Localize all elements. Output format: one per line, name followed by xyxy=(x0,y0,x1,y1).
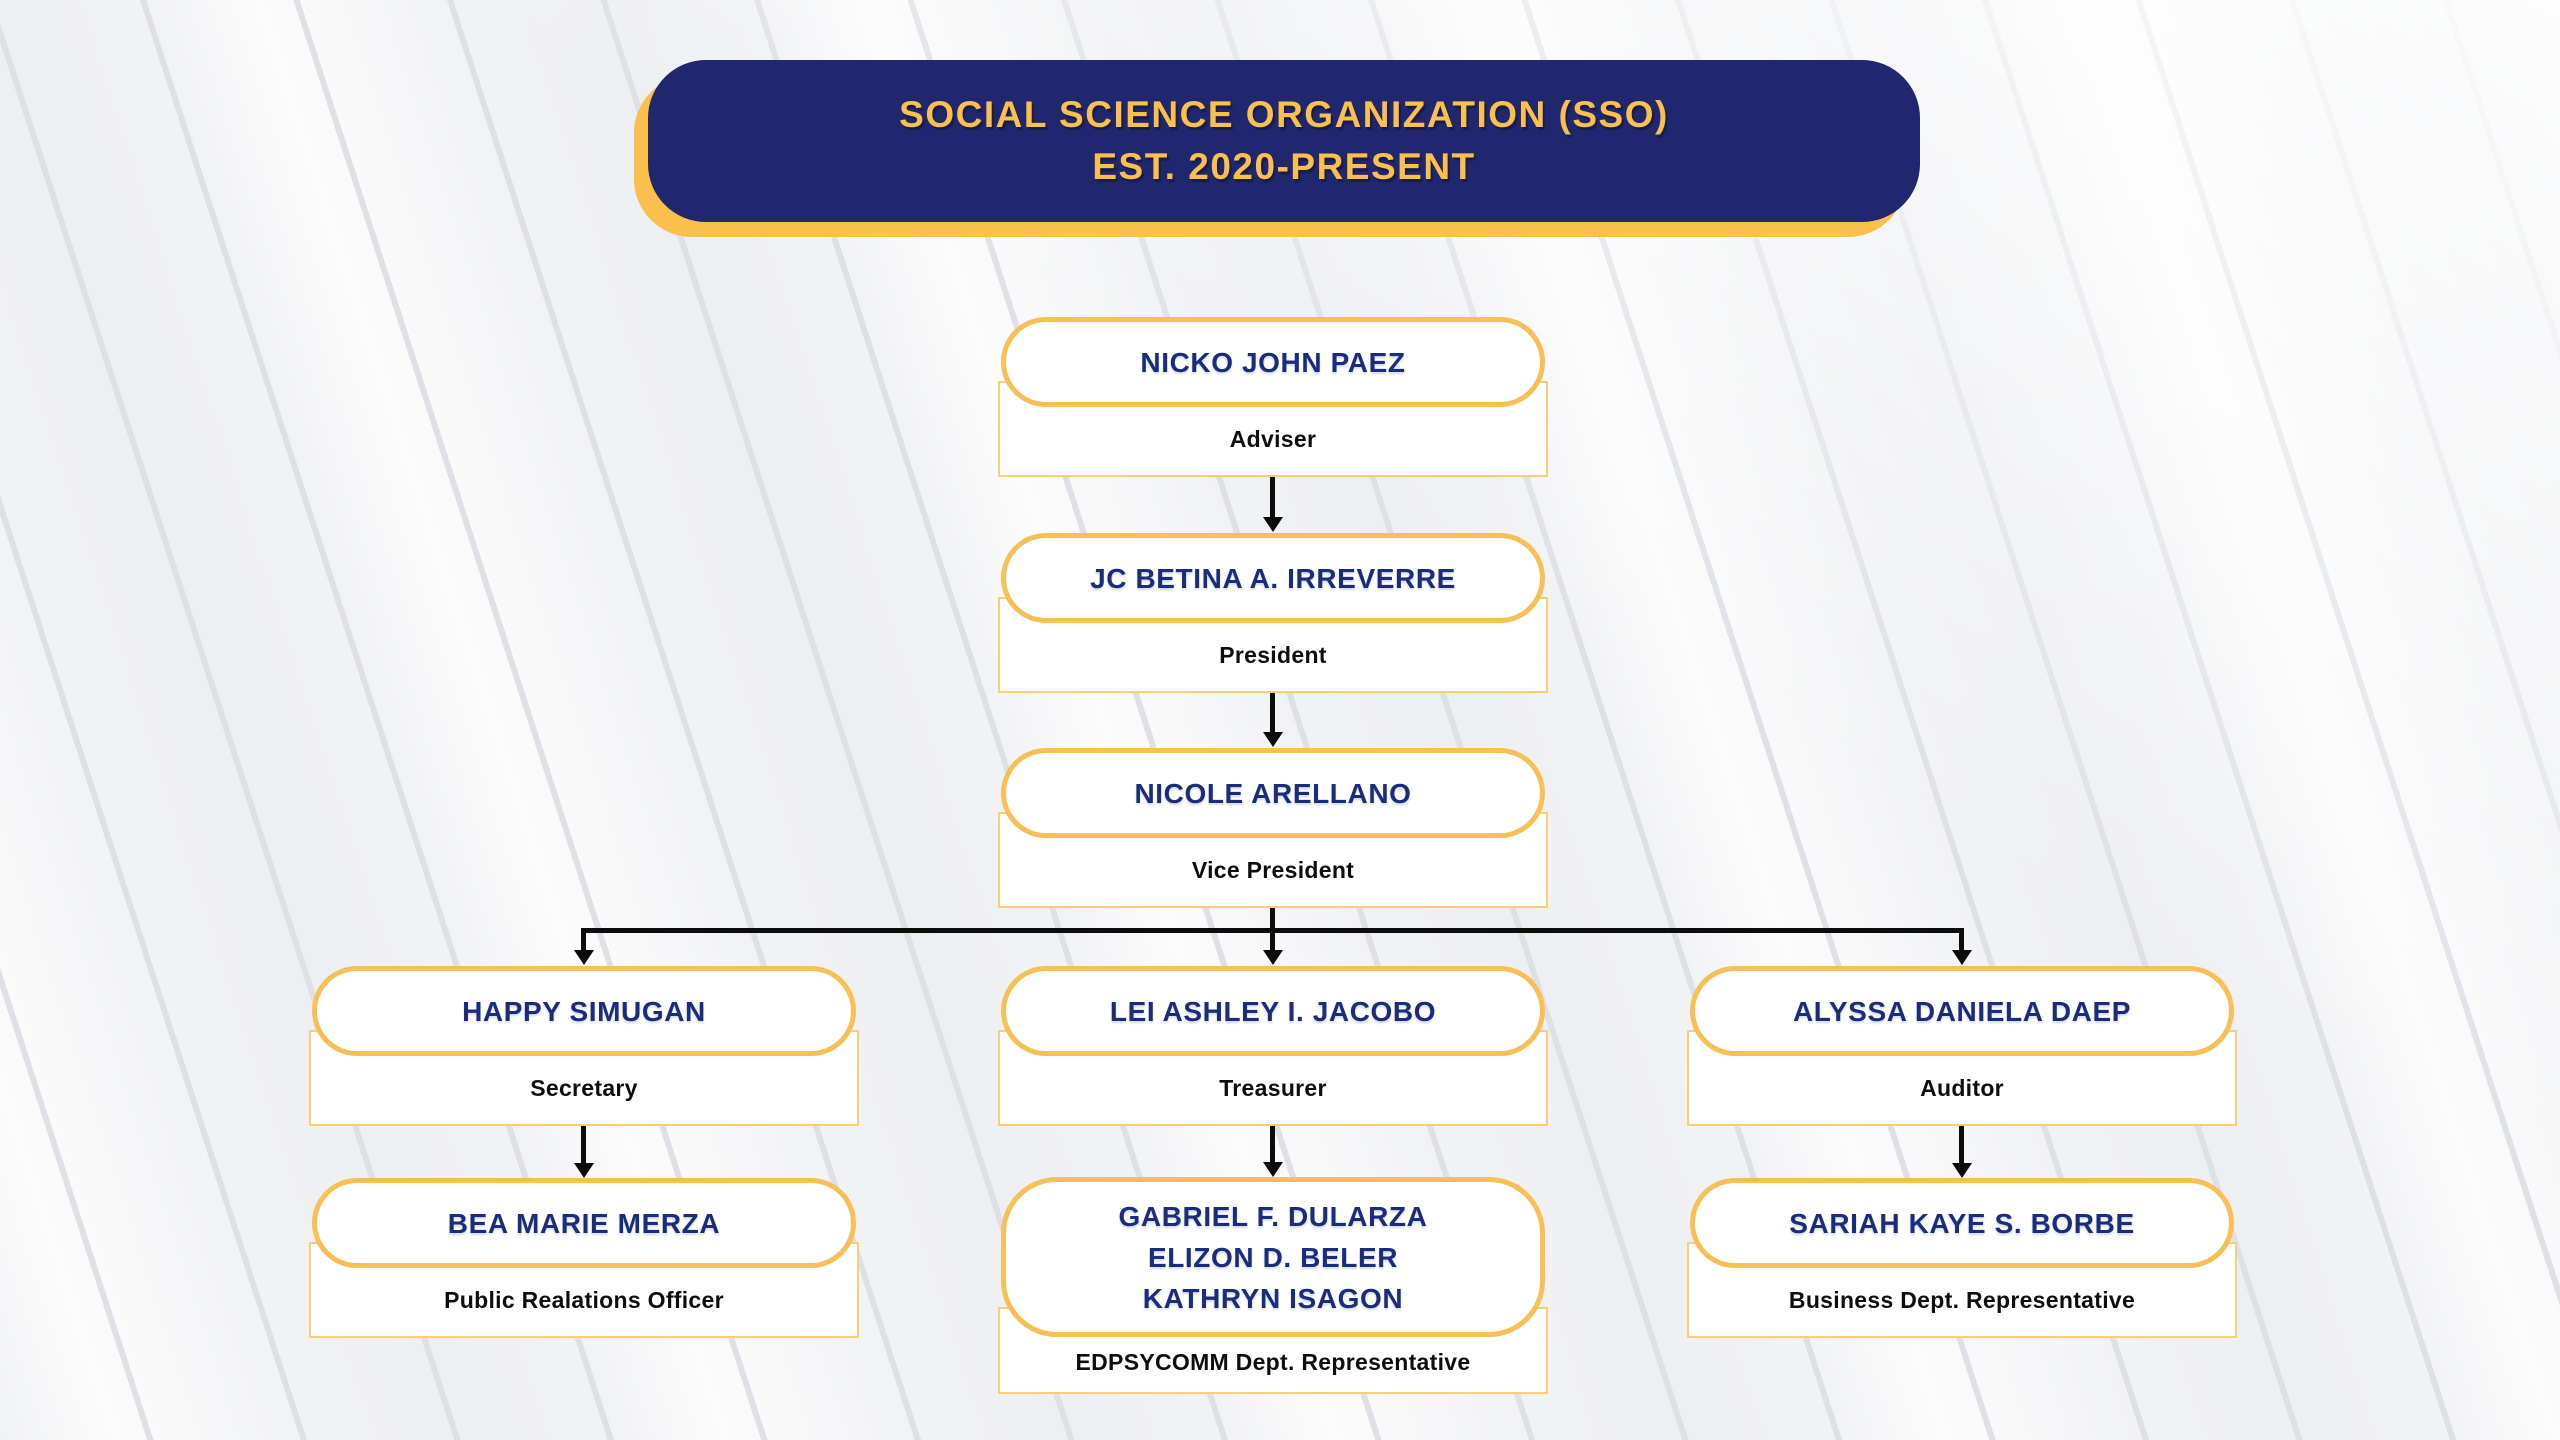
org-node-secretary xyxy=(309,966,859,1126)
arrow-branch-treasurer xyxy=(1270,928,1275,951)
org-node-president xyxy=(998,533,1548,693)
member-name: GABRIEL F. DULARZA xyxy=(1118,1200,1428,1232)
role-label: Auditor xyxy=(1920,1074,2004,1101)
name-pill xyxy=(1001,533,1545,623)
org-node-auditor xyxy=(1687,966,2237,1126)
arrow-branch-auditor xyxy=(1959,928,1964,951)
member-name: BEA MARIE MERZA xyxy=(447,1207,721,1239)
member-name: ELIZON D. BELER xyxy=(1147,1241,1399,1273)
org-node-edpsycomm-representative xyxy=(998,1177,1548,1394)
role-label: Treasurer xyxy=(1219,1074,1327,1101)
org-node-adviser xyxy=(998,317,1548,477)
org-node-treasurer xyxy=(998,966,1548,1126)
arrow-secretary-pro xyxy=(581,1124,586,1164)
header-banner xyxy=(648,60,1920,222)
org-node-public-relations-officer xyxy=(309,1178,859,1338)
role-label: Adviser xyxy=(1229,425,1317,452)
name-pill xyxy=(312,1178,856,1268)
role-label: Business Dept. Representative xyxy=(1788,1286,2136,1313)
name-pill xyxy=(1001,966,1545,1056)
role-label: Secretary xyxy=(530,1074,638,1101)
org-title-line2: EST. 2020-PRESENT xyxy=(1092,146,1476,187)
member-name: SARIAH KAYE S. BORBE xyxy=(1789,1207,2135,1239)
name-pill xyxy=(1001,1177,1545,1337)
member-name: NICOLE ARELLANO xyxy=(1134,777,1412,809)
name-pill xyxy=(1001,748,1545,838)
arrow-treasurer-edpsycomm xyxy=(1270,1124,1275,1163)
member-name: HAPPY SIMUGAN xyxy=(462,995,706,1027)
role-label: Public Realations Officer xyxy=(444,1286,724,1313)
name-pill xyxy=(1690,1178,2234,1268)
org-title-line1: SOCIAL SCIENCE ORGANIZATION (SSO) xyxy=(899,94,1669,135)
arrow-branch-secretary xyxy=(581,928,586,951)
arrow-president-vicepresident xyxy=(1270,690,1275,733)
member-name: NICKO JOHN PAEZ xyxy=(1140,346,1406,378)
member-name: KATHRYN ISAGON xyxy=(1142,1282,1404,1314)
member-name: JC BETINA A. IRREVERRE xyxy=(1090,562,1456,594)
arrow-adviser-president xyxy=(1270,477,1275,518)
role-label: EDPSYCOMM Dept. Representative xyxy=(1075,1348,1471,1375)
member-name: LEI ASHLEY I. JACOBO xyxy=(1109,995,1437,1027)
name-pill xyxy=(312,966,856,1056)
connector-stem-vicepresident xyxy=(1270,907,1275,930)
role-label: Vice President xyxy=(1191,856,1355,883)
org-node-vice-president xyxy=(998,748,1548,908)
name-pill xyxy=(1001,317,1545,407)
arrow-auditor-business xyxy=(1959,1124,1964,1164)
header-navy-plate xyxy=(648,60,1920,222)
name-pill xyxy=(1690,966,2234,1056)
member-name: ALYSSA DANIELA DAEP xyxy=(1792,995,2132,1027)
org-node-business-representative xyxy=(1687,1178,2237,1338)
role-label: President xyxy=(1219,641,1327,668)
